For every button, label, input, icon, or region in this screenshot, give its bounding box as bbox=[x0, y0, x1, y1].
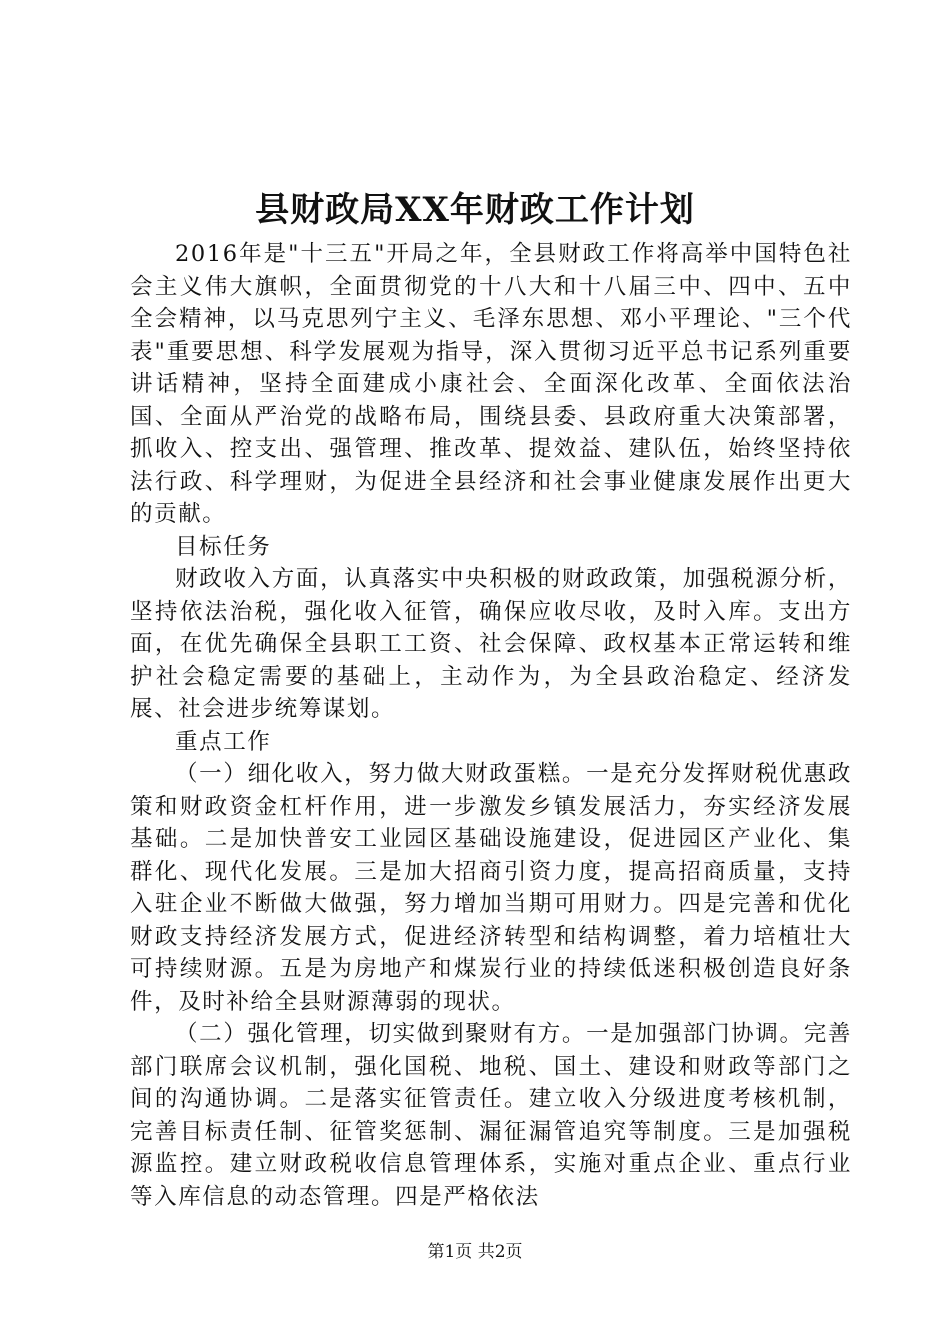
paragraph-key-work-2: （二）强化管理，切实做到聚财有方。一是加强部门协调。完善部门联席会议机制，强化国税、地税、国土、建设和财政等部门之间的沟通协调。二是落实征管责任。建立收入分级进度考核机制，完善目标责任制、征管奖惩制、漏征漏管追究等制度。三是加强税源监控。建立财政税收信息管理体系，实施对重点企业、重点行业等入库信息的动态管理。四是严格依法 bbox=[130, 1021, 852, 1210]
document-body bbox=[130, 238, 852, 1213]
section-heading-key-work: 重点工作 bbox=[175, 728, 272, 755]
document-title: 县财政局XX年财政工作计划 bbox=[255, 190, 695, 230]
paragraph-intro: 2016年是"十三五"开局之年，全县财政工作将高举中国特色社会主义伟大旗帜，全面贯彻党的十八大和十八届三中、四中、五中全会精神，以马克思列宁主义、毛泽东思想、邓小平理论、"三个代表"重要思想、科学发展观为指导，深入贯彻习近平总书记系列重要讲话精神，坚持全面建成小康社会、全面深化改革、全面依法治国、全面从严治党的战略布局，围绕县委、县政府重大决策部署，抓收入、控支出、强管理、推改革、提效益、建队伍，始终坚持依法行政、科学理财，为促进全县经济和社会事业健康发展作出更大的贡献。 bbox=[130, 241, 852, 527]
section-heading-goals: 目标任务 bbox=[175, 533, 272, 560]
paragraph-key-work-1: （一）细化收入，努力做大财政蛋糕。一是充分发挥财税优惠政策和财政资金杠杆作用，进一步激发乡镇发展活力，夯实经济发展基础。二是加快普安工业园区基础设施建设，促进园区产业化、集群化、现代化发展。三是加大招商引资力度，提高招商质量，支持入驻企业不断做大做强，努力增加当期可用财力。四是完善和优化财政支持经济发展方式，促进经济转型和结构调整，着力培植壮大可持续财源。五是为房地产和煤炭行业的持续低迷积极创造良好条件，及时补给全县财源薄弱的现状。 bbox=[130, 761, 852, 1015]
page-number-footer: 第1页 共2页 bbox=[427, 1242, 523, 1262]
paragraph-goals: 财政收入方面，认真落实中央积极的财政政策，加强税源分析，坚持依法治税，强化收入征管，确保应收尽收，及时入库。支出方面，在优先确保全县职工工资、社会保障、政权基本正常运转和维护社会稳定需要的基础上，主动作为，为全县政治稳定、经济发展、社会进步统筹谋划。 bbox=[130, 566, 852, 722]
